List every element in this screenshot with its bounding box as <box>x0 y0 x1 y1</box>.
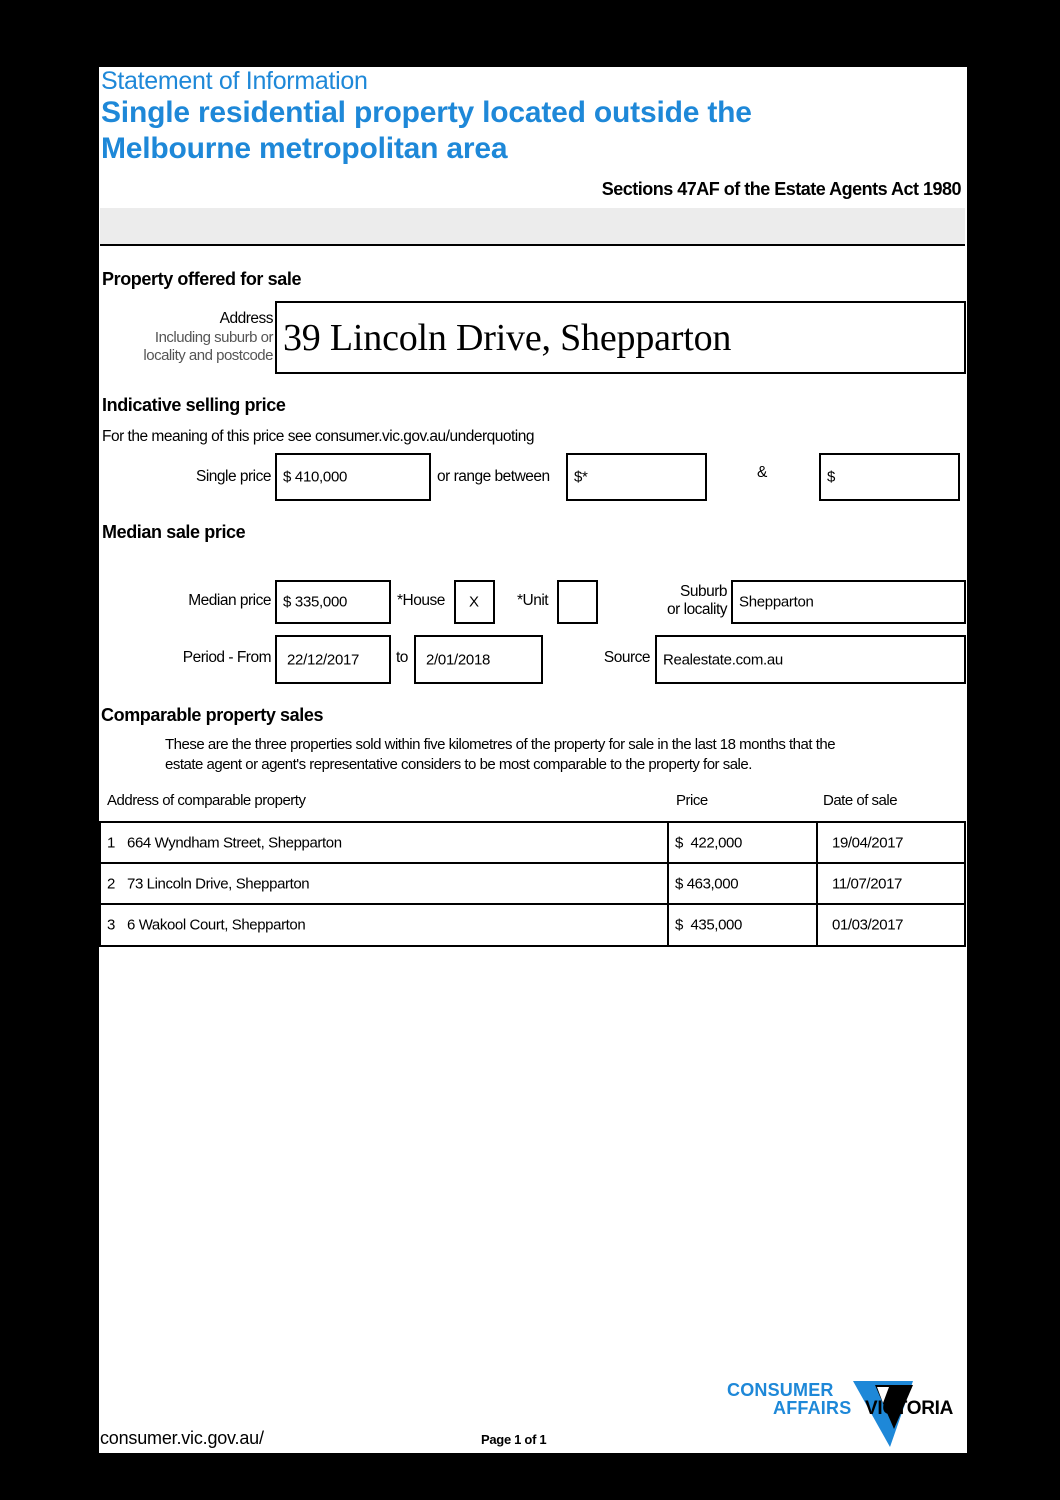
comparable-table <box>99 821 966 947</box>
period-from-value: 22/12/2017 <box>287 651 360 668</box>
row-price: $ 435,000 <box>675 916 742 934</box>
row-price: $ 463,000 <box>675 875 739 892</box>
act-reference: Sections 47AF of the Estate Agents Act 1980 <box>601 179 961 199</box>
comparable-desc-line1: These are the three properties sold within five kilometres of the property for sale in the last 18 months that the <box>165 736 836 753</box>
house-label: *House <box>397 592 445 609</box>
row-price-cell <box>669 905 818 947</box>
indicative-note: For the meaning of this price see consumer.vic.gov.au/underquoting <box>102 428 534 445</box>
range-separator: & <box>757 464 767 481</box>
table-row <box>101 823 966 864</box>
doc-title-line1: Single residential property located outside the <box>101 96 752 129</box>
doc-title-line2: Melbourne metropolitan area <box>101 132 508 165</box>
address-label: Address <box>219 310 273 327</box>
row-date-cell <box>818 823 966 864</box>
logo-affairs-text: AFFAIRS <box>773 1398 852 1418</box>
range-to-value: $ <box>827 468 836 486</box>
row-address-cell <box>101 905 669 947</box>
address-value: 39 Lincoln Drive, Shepparton <box>283 316 732 359</box>
row-date: 01/03/2017 <box>832 916 904 934</box>
house-checkbox[interactable] <box>454 580 495 624</box>
comparable-desc-line2: estate agent or agent's representative considers to be most comparable to the property for sale. <box>165 756 752 773</box>
table-row <box>101 905 966 947</box>
statement-page <box>99 67 967 1453</box>
row-date: 11/07/2017 <box>832 875 902 892</box>
property-heading: Property offered for sale <box>102 269 302 289</box>
col-price-header: Price <box>676 792 708 809</box>
row-address-cell <box>101 864 669 905</box>
cav-logo <box>727 1377 967 1449</box>
indicative-heading: Indicative selling price <box>102 395 286 415</box>
row-number: 3 <box>107 916 115 934</box>
row-price-cell <box>669 823 818 864</box>
period-from-field[interactable] <box>275 635 391 684</box>
grey-banner <box>100 208 965 246</box>
row-price-cell <box>669 864 818 905</box>
col-address-header: Address of comparable property <box>107 792 306 809</box>
range-from-field[interactable] <box>566 453 707 501</box>
suburb-field[interactable] <box>731 580 966 624</box>
period-to-field[interactable] <box>414 635 543 684</box>
to-label: to <box>396 649 408 666</box>
single-price-value: $ 410,000 <box>283 468 348 486</box>
doc-subtitle: Statement of Information <box>101 67 368 95</box>
logo-consumer-text: CONSUMER <box>727 1380 834 1400</box>
suburb-value: Shepparton <box>739 593 814 611</box>
range-label: or range between <box>437 468 550 485</box>
source-field[interactable] <box>655 635 966 684</box>
median-price-value: $ 335,000 <box>283 593 348 611</box>
row-date: 19/04/2017 <box>832 834 904 851</box>
unit-label: *Unit <box>517 592 549 609</box>
footer-url[interactable]: consumer.vic.gov.au/ <box>100 1428 264 1448</box>
row-date-cell <box>818 905 966 947</box>
row-address: 664 Wyndham Street, Shepparton <box>127 834 342 851</box>
comparable-heading: Comparable property sales <box>101 705 324 725</box>
row-price: $ 422,000 <box>675 834 742 851</box>
house-checkbox-value: X <box>469 593 479 611</box>
single-price-label: Single price <box>196 468 271 485</box>
period-to-value: 2/01/2018 <box>426 651 491 668</box>
row-number: 1 <box>107 834 115 851</box>
period-label: Period - From <box>182 649 271 666</box>
unit-checkbox[interactable] <box>557 580 598 624</box>
source-value: Realestate.com.au <box>663 651 783 668</box>
table-row <box>101 864 966 905</box>
address-hint-line2: locality and postcode <box>143 347 273 364</box>
col-date-header: Date of sale <box>823 792 898 809</box>
source-label: Source <box>603 649 650 666</box>
address-hint-line1: Including suburb or <box>154 329 273 346</box>
address-field[interactable] <box>275 301 966 374</box>
page-number: Page 1 of 1 <box>481 1432 547 1447</box>
single-price-field[interactable] <box>275 453 431 501</box>
row-address: 6 Wakool Court, Shepparton <box>127 916 306 934</box>
median-price-field[interactable] <box>275 580 391 624</box>
row-address-cell <box>101 823 669 864</box>
row-number: 2 <box>107 875 115 892</box>
median-price-label: Median price <box>188 592 271 609</box>
logo-victoria-text: VICTORIA <box>865 1398 954 1419</box>
row-date-cell <box>818 864 966 905</box>
row-address: 73 Lincoln Drive, Shepparton <box>127 875 310 892</box>
range-to-field[interactable] <box>819 453 960 501</box>
median-heading: Median sale price <box>102 522 246 542</box>
suburb-label-line1: Suburb <box>680 583 727 600</box>
suburb-label-line2: or locality <box>667 601 727 618</box>
range-from-value: $* <box>574 468 588 486</box>
